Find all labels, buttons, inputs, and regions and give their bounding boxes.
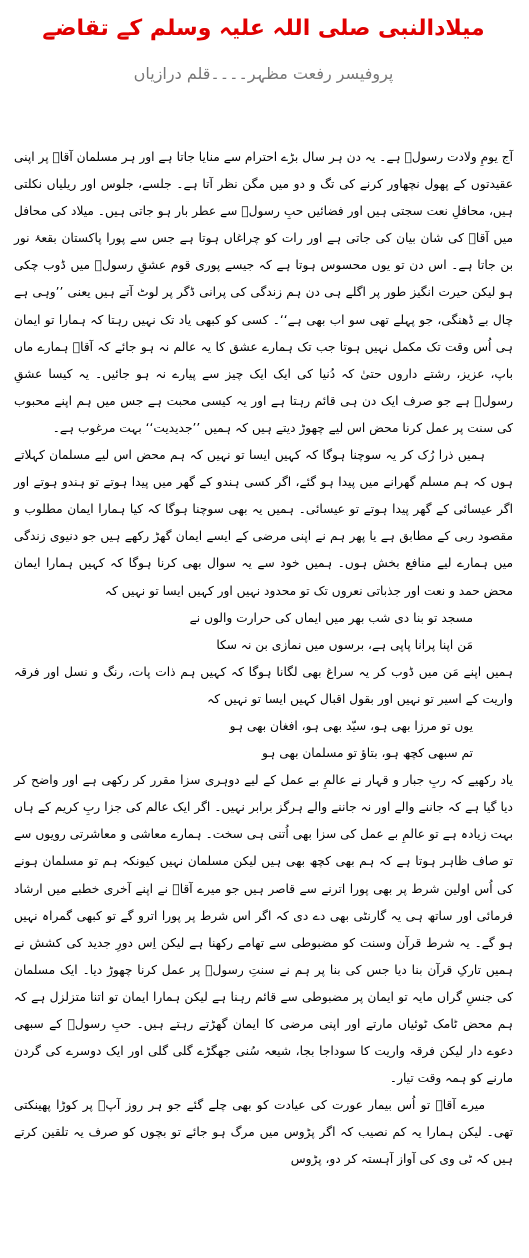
verse-1-line-1: مسجد تو بنا دی شب بھر میں ایماں کی حرارت والوں نے (189, 610, 473, 625)
article-title: میلادالنبی صلی اللہ علیہ وسلم کے تقاضے (42, 16, 485, 41)
verse-2-line-1: یوں تو مرزا بھی ہو، سیّد بھی ہو، افغان بھی ہو (229, 718, 473, 733)
paragraph-5: میرے آقاؐ تو اُس بیمار عورت کی عیادت کو بھی چلے گئے جو ہر روز آپؐ پر کوڑا پھینکتی تھی۔ لیکن ہمارا یہ کم نصیب کہ اگر پڑوس میں مرگ ہو جائے تو بچوں کو صرف یہ تلقین کرتے ہیں کہ ٹی وی کی آواز آہستہ کر دو، پڑوس (14, 1098, 513, 1167)
spacer (14, 106, 513, 144)
paragraph-1: آج یومِ ولادت رسولﷺ ہے۔ یہ دن ہر سال بڑے احترام سے منایا جاتا ہے اور ہر مسلمان آقاؐ پر اپنی عقیدتوں کے پھول نچھاور کرنے کی تگ و دو میں مگن نظر آتا ہے۔ جلسے، جلوس اور ریلیاں نکلتی ہیں، محافلِ نعت سجتی ہیں اور فضائیں حبِ رسولؐ سے عطر بار ہو جاتی ہیں۔ میلاد کی محافل میں آقاؐ کی شان بیان کی جاتی ہے اور رات کو چراغاں ہوتا ہے جس سے پورا پاکستان بقعۂ نور بن جاتا ہے۔ اس دن تو یوں محسوس ہوتا ہے کہ جیسے پوری قوم عشقِ رسولؐ میں ڈوب چکی ہو لیکن حیرت انگیز طور پر اگلے ہی دن ہم زندگی کی پرانی ڈگر پر لوٹ آتے ہیں یعنی ’’وہی ہے چال بے ڈھنگی، جو پہلے تھی سو اب بھی ہے‘‘۔ کسی کو کبھی یاد تک نہیں رہتا کہ ہمارا تو ایمان ہی اُس وقت تک مکمل نہیں ہوتا جب تک ہمارے عشق کا یہ عالم نہ ہو جائے کہ آقاﷺ ہمارے ماں باپ، عزیز، رشتے داروں حتیٰ کہ دُنیا کی ایک ایک چیز سے پیارے نہ ہو جائیں۔ یہ کیسا عشقِ رسولؐ ہے جو صرف ایک دن ہی قائم رہتا ہے اور یہ کیسی محبت ہے جس میں ہم اپنے محبوب کی سنت پر عمل کرنا محض اس لیے چھوڑ دیتے ہیں کہ ہمیں ’’جدیدیت‘‘ بہت مرغوب ہے۔ (14, 150, 513, 435)
paragraph-3: ہمیں اپنے مَن میں ڈوب کر یہ سراغ بھی لگانا ہوگا کہ کہیں ہم ذات پات، رنگ و نسل اور فرقہ واریت کے اسیر تو نہیں اور بقول اقبال کہیں ایسا تو نہیں کہ (14, 664, 513, 706)
paragraph-2: ہمیں ذرا رُک کر یہ سوچنا ہوگا کہ کہیں ایسا تو نہیں کہ ہم محض اس لیے مسلمان کہلاتے ہوں کہ ہم مسلم گھرانے میں پیدا ہو گئے، اگر کسی ہندو کے گھر میں پیدا ہوتے تو ہندو ہوتے اور اگر عیسائی کے گھر پیدا ہوتے تو عیسائی۔ ہمیں یہ بھی سوچنا ہوگا کہ کیا ہمارا ایمان مطلوب و مقصود ربی کے مطابق ہے یا پھر ہم نے اپنی مرضی کے ایسے ایمان گھڑ رکھے ہیں جو دنیوی زندگی میں ہمارے لیے منافع بخش ہوں۔ ہمیں خود سے یہ سوال بھی کرنا ہوگا کہ کہیں ہمارا ایمان محض حمد و نعت اور جذباتی نعروں تک تو محدود نہیں اور کہیں ایسا تو نہیں کہ (14, 448, 513, 598)
article-byline: پروفیسر رفعت مظہر۔۔۔۔قلم درازیاں (133, 64, 394, 83)
verse-2-line-2: تم سبھی کچھ ہو، بتاؤ تو مسلمان بھی ہو (261, 746, 473, 761)
paragraph-4: یاد رکھیے کہ ربِ جبار و قہار نے عالمِ بے عمل کے لیے دوہری سزا مقرر کر رکھی ہے اور واضح کر دیا گیا ہے کہ جاننے والے اور نہ جاننے والے ہرگز برابر نہیں۔ اگر ایک عالم کی جزا ربِ کریم کے ہاں بہت زیادہ ہے تو عالمِ بے عمل کی سزا بھی اُتنی ہی سخت۔ ہمارے معاشی و معاشرتی رویوں سے تو صاف ظاہر ہوتا ہے کہ ہم بھی کچھ بھی ہیں لیکن مسلمان نہیں کیونکہ ہم تو مسلمان ہونے کی اُس اولین شرط پر بھی پورا اترنے سے قاصر ہیں جو میرے آقاؐ نے اپنے آخری خطبے میں ارشاد فرمائی اور ساتھ ہی یہ گارنٹی بھی دے دی کہ اگر اس شرط پر پورا اترو گے تو کبھی گمراہ نہیں ہو گے۔ یہ شرط قرآن وسنت کو مضبوطی سے تھامے رکھنا ہے لیکن اِس دورِ جدید کی کشش نے ہمیں تارکِ قرآن بنا دیا جس کی بنا پر ہم نے سنتِ رسولؐ پر عمل کرنا چھوڑ دیا۔ ایک مسلمان کی جنسِ گراں مایہ تو ایمان پر مضبوطی سے قائم رہنا ہے لیکن ہمارا ایمان تو اتنا متزلزل ہے کہ ہم محض ٹامک ٹوئیاں مارتے اور اپنی مرضی کا ایمان گھڑتے رہتے ہیں۔ حبِ رسولؐ کے سبھی دعوے دار لیکن فرقہ واریت کا سوداجا بجا، شیعہ سُنی جھگڑے گلی گلی اور ایک دوسرے کی گردن مارنے کو ہمہ وقت تیار۔ (14, 773, 513, 1086)
verse-1-line-2: مَن اپنا پرانا پاپی ہے، برسوں میں نمازی بن نہ سکا (216, 637, 473, 652)
